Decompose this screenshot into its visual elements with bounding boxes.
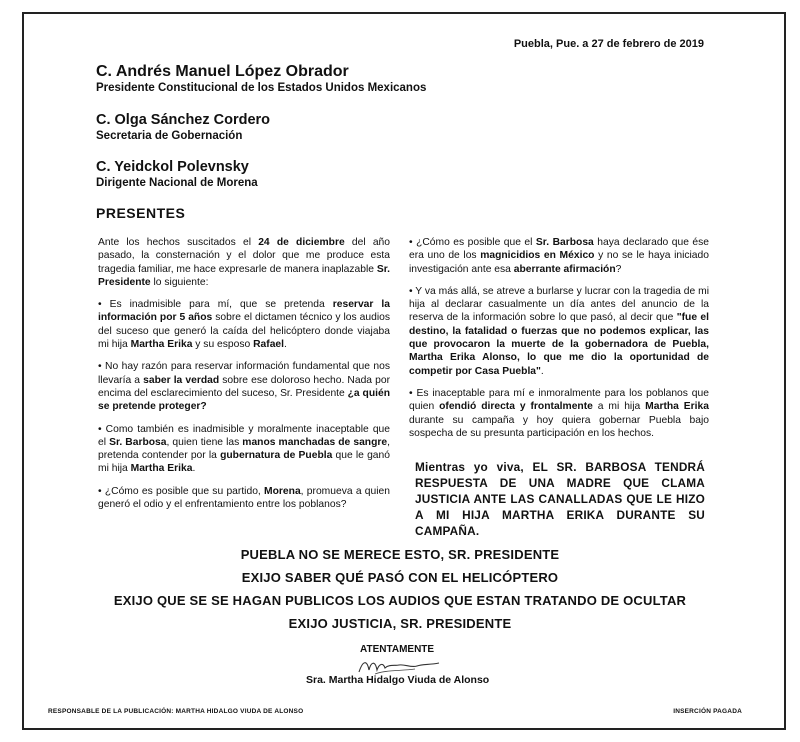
paragraph: • No hay razón para reservar información fundamental que nos llevaría a saber la verdad sobre ese doloroso hecho. Nada por encima del esclarecimiento del suceso, Sr. Presidente ¿a quién se pretende proteger?	[98, 361, 390, 413]
paragraph: • ¿Cómo es posible que el Sr. Barbosa haya declarado que ése era uno de los magnicidios en México y no se le haya iniciado investigación ante esa aberrante afirmación?	[409, 237, 710, 275]
addressee-role: Secretaria de Gobernación	[96, 130, 243, 142]
paragraph: • ¿Cómo es posible que su partido, Morena, promueva a quien generó el odio y el enfrentamiento entre los poblanos?	[98, 485, 391, 511]
left-column	[98, 236, 390, 520]
paragraph: • Y va más allá, se atreve a burlarse y lucrar con la tragedia de mi hija al declarar casualmente un día antes del anuncio de la reserva de la información sobre lo que pasó, al decir que "fue el destino, la fatalidad o fuerzas que no podemos explicar, las que provocaron la muerte de la gobernadora de Puebla, Martha Erika Alonso, lo que me dio la oportunidad de competir por Casa Puebla".	[409, 285, 709, 377]
salutation: PRESENTES	[96, 205, 186, 221]
sign-off: ATENTAMENTE	[360, 644, 435, 655]
right-column	[409, 236, 709, 449]
addressee-party-leader	[96, 158, 258, 190]
addressee-name: C. Andrés Manuel López Obrador	[96, 63, 349, 80]
demands-block	[40, 543, 760, 635]
signer-name: Sra. Martha Hidalgo Viuda de Alonso	[306, 674, 490, 686]
paragraph: • Como también es inadmisible y moralmente inaceptable que el Sr. Barbosa, quien tiene las manos manchadas de sangre, pretenda contender por la gubernatura de Puebla que le ganó mi hija Martha Erika.	[98, 423, 390, 475]
paragraph: • Es inaceptable para mí e inmoralmente para los poblanos que quien ofendió directa y frontalmente a mi hija Martha Erika durante su campaña y hoy quiera gobernar Puebla bajo sospecha de su presunta participación en los hechos.	[409, 387, 709, 439]
addressee-role: Dirigente Nacional de Morena	[96, 177, 258, 189]
addressee-role: Presidente Constitucional de los Estados Unidos Mexicanos	[96, 82, 427, 94]
addressee-name: C. Olga Sánchez Cordero	[96, 112, 271, 128]
paid-insertion-label: INSERCIÓN PAGADA	[673, 708, 742, 715]
demand-line: PUEBLA NO SE MERECE ESTO, SR. PRESIDENTE	[240, 547, 560, 562]
demand-line: EXIJO JUSTICIA, SR. PRESIDENTE	[288, 616, 512, 631]
addressee-name: C. Yeidckol Polevnsky	[96, 159, 249, 175]
date-line: Puebla, Pue. a 27 de febrero de 2019	[513, 38, 704, 50]
demand-line: EXIJO QUE SE SE HAGAN PUBLICOS LOS AUDIOS QUE ESTAN TRATANDO DE OCULTAR	[113, 593, 687, 608]
closing-statement: Mientras yo viva, EL SR. BARBOSA TENDRÁ RESPUESTA DE UNA MADRE QUE CLAMA JUSTICIA ANTE LAS CANALLADAS QUE LE HIZO A MI HIJA MARTHA ERIKA DURANTE SU CAMPAÑA.	[415, 460, 705, 538]
demand-line: EXIJO SABER QUÉ PASÓ CON EL HELICÓPTERO	[241, 570, 559, 585]
paragraph: • Es inadmisible para mí, que se pretenda reservar la información por 5 años sobre el dictamen técnico y los audios del suceso que generó la caída del helicóptero donde viajaba mi hija Martha Erika y su esposo Rafael.	[98, 299, 391, 351]
addressee-president	[96, 63, 426, 95]
paragraph: Ante los hechos suscitados el 24 de diciembre del año pasado, la consternación y el dolor que me produce esta tragedia familiar, me hace expresarle de manera inaplazable Sr. Presidente lo siguiente:	[98, 237, 390, 288]
publication-responsible: RESPONSABLE DE LA PUBLICACIÓN: MARTHA HIDALGO VIUDA DE ALONSO	[48, 708, 304, 715]
addressee-secretary	[96, 111, 270, 143]
